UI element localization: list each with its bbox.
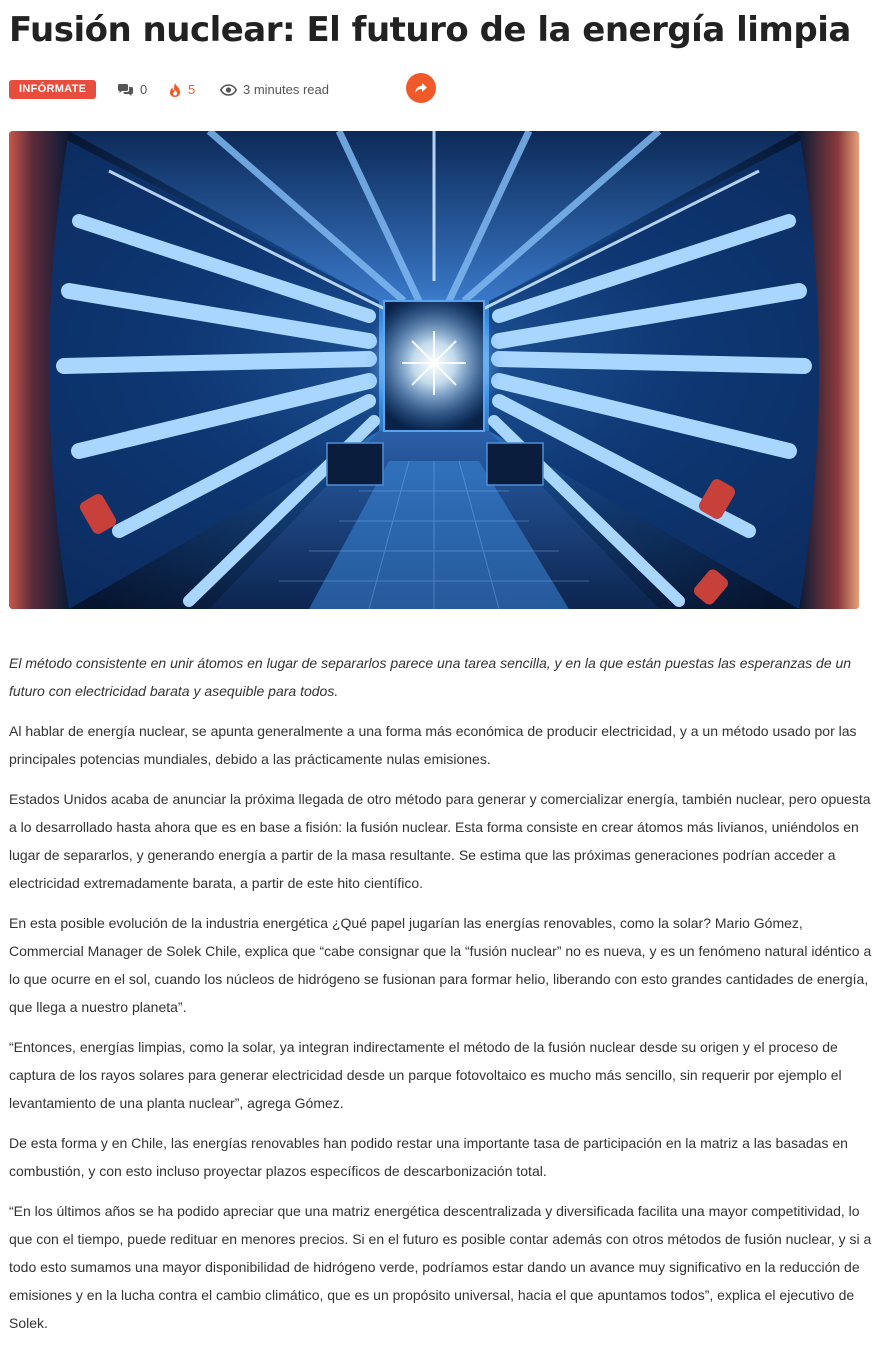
article-paragraph: Estados Unidos acaba de anunciar la próxima llegada de otro método para generar y comercializar energía, también nuclear, pero opuesta a lo desarrollado hasta ahora que es en base a fisión: la fusión nuclear. Esta forma consiste en crear átomos más livianos, uniéndolos en lugar de separarlos, y generando energía a partir de la masa resultante. Se estima que las próximas generaciones podrían acceder a electricidad extremadamente barata, a partir de este hito científico. bbox=[9, 791, 871, 891]
article-title: Fusión nuclear: El futuro de la energía limpia bbox=[9, 10, 851, 50]
article-lead: El método consistente en unir átomos en lugar de separarlos parece una tarea sencilla, y en la que están puestas las esperanzas de un futuro con electricidad barata y asequible para todos. bbox=[9, 655, 852, 699]
hero-image bbox=[9, 131, 859, 609]
eye-icon bbox=[220, 84, 237, 96]
category-badge[interactable]: INFÓRMATE bbox=[9, 80, 96, 99]
article-body bbox=[9, 649, 873, 1349]
fire-icon bbox=[168, 82, 182, 98]
article-paragraph: Al hablar de energía nuclear, se apunta generalmente a una forma más económica de producir electricidad, y a un método usado por las principales potencias mundiales, debido a las prácticamente nulas emisiones. bbox=[9, 723, 857, 767]
share-icon bbox=[414, 82, 428, 94]
read-time: 3 minutes read bbox=[243, 82, 329, 97]
hot-count: 5 bbox=[188, 82, 196, 97]
comments-icon bbox=[117, 83, 134, 97]
article-paragraph: En esta posible evolución de la industria energética ¿Qué papel jugarían las energías renovables, como la solar? Mario Gómez, Commercial Manager de Solek Chile, explica que “cabe consignar que la “fusión nuclear” no es nueva, y es un fenómeno natural idéntico a lo que ocurre en el sol, cuando los núcleos de hidrógeno se fusionan para formar helio, liberando con esto grandes cantidades de energía, que llega a nuestro planeta”. bbox=[9, 915, 872, 1015]
article-paragraph: “En los últimos años se ha podido apreciar que una matriz energética descentralizada y diversificada facilita una mayor competitividad, lo que con el tiempo, puede redituar en menores precios. Si en el futuro es posible contar además con otros métodos de fusión nuclear, y si a todo esto sumamos una mayor disponibilidad de hidrógeno verde, podríamos estar dando un avance muy significativo en la reducción de emisiones y en la lucha contra el cambio climático, que es un propósito universal, hacia el que apuntamos todos”, explica el ejecutivo de Solek. bbox=[9, 1203, 872, 1331]
article-paragraph: De esta forma y en Chile, las energías renovables han podido restar una importante tasa de participación en la matriz a las basadas en combustión, y con esto incluso proyectar plazos específicos de descarbonización total. bbox=[9, 1135, 848, 1179]
read-time-meta bbox=[220, 80, 329, 99]
comments-meta[interactable] bbox=[117, 80, 147, 99]
article-paragraph: “Entonces, energías limpias, como la solar, ya integran indirectamente el método de la fusión nuclear desde su origen y el proceso de captura de los rayos solares para generar electricidad desde un parque fotovoltaico es mucho más sencillo, sin requerir por ejemplo el levantamiento de una planta nuclear”, agrega Gómez. bbox=[9, 1039, 842, 1111]
hot-meta bbox=[168, 80, 195, 99]
share-button[interactable] bbox=[406, 73, 436, 103]
comments-count: 0 bbox=[140, 82, 148, 97]
article-meta bbox=[9, 73, 449, 105]
